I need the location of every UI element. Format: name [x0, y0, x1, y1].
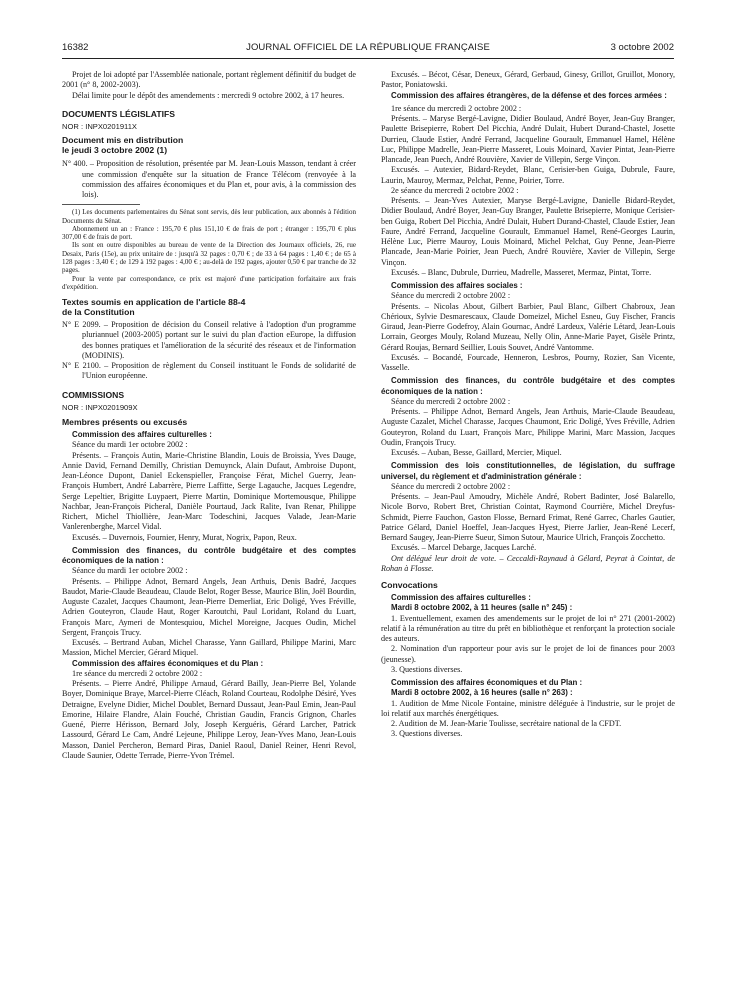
- culturelles-seance: Séance du mardi 1er octobre 2002 :: [72, 440, 188, 450]
- text-e2099: N° E 2099. – Proposition de décision du Conseil relative à l'adoption d'un programme pluriannuel (2003-2005) portant sur le suivi du plan d'action eEurope, la diffusion des bonnes pratiques et l'amélioration de la sécurité des réseaux et de l'information (MODINIS).: [62, 320, 356, 360]
- conv-culturelles-item-3: 3. Questions diverses.: [391, 664, 463, 674]
- finances1-title: Commission des finances, du contrôle budgétaire et des comptes économiques de la nation :: [62, 545, 356, 566]
- commissions-nor: NOR : INPX0201909X: [62, 402, 138, 412]
- right-column: [381, 70, 675, 740]
- economiques1-presents: Présents. – Pierre André, Philippe Arnaud, Gérard Bailly, Jean-Pierre Bel, Yolande Boyer, Dominique Braye, Marcel-Pierre Cléach, Roland Courteau, Rodolphe Désiré, Yves Detraigne, Evelyne Didier, Michel Doublet, Bernard Dussaut, Jean-Paul Emin, Jean-Paul Emorine, Hilaire Flandre, Alain Fouché, Christian Gaudin, Francis Grignon, Charles Guené, Pierre Hérisson, Bernard Joly, Joseph Kerguéris, Gérard Larcher, Patrick Lassourd, Gérard Le Cam, André Lejeune, Philippe Leroy, Jean-Yves Mano, Jean-Louis Masson, Daniel Percheron, Bernard Piras, Daniel Raoul, Daniel Reiner, Henri Revol, Claude Saunier, Odette Terrade, Pierre-Yvon Trémel.: [62, 679, 356, 760]
- etrangeres2-presents: Présents. – Jean-Yves Autexier, Maryse Bergé-Lavigne, Danielle Bidard-Reydet, Didier Boulaud, André Boyer, Jean-Guy Branger, Paulette Brisepierre, Monique Cerisier-ben Guiga, Robert Del Picchia, André Dulait, Hubert Durand-Chastel, Claude Estier, Jean Faure, André Ferrand, Jacqueline Gourault, Emmanuel Hamel, René-Georges Laurin, Hélène Luc, Pierre Mauroy, Louis Moinard, Michel Pelchat, Guy Penne, Jean-Pierre Plancade, Jean-Marie Poirier, Jean Puech, André Rouvière, Xavier de Villepin, Serge Vinçon.: [381, 196, 675, 267]
- finances2-title: Commission des finances, du contrôle budgétaire et des comptes économiques de la nation :: [381, 376, 675, 396]
- lois-presents: Présents. – Jean-Paul Amoudry, Michèle André, Robert Badinter, José Balarello, Nicole Borvo, Robert Bret, Christian Cointat, Raymond Courrière, Michel Dreyfus-Schmidt, Pierre Fauchon, Gaston Flosse, Bernard Frimat, René Garrec, Charles Gautier, Patrice Gélard, Daniel Hoeffel, Jean-Jacques Hyest, Pierre Jarlier, Jean-René Lecerf, Bernard Saugey, Jean-Pierre Sueur, Simon Sutour, Maurice Ulrich, François Zocchetto.: [381, 492, 675, 542]
- footnote-rule: [62, 204, 140, 205]
- finances2-presents: Présents. – Philippe Adnot, Bernard Angels, Jean Arthuis, Marie-Claude Beaudeau, Auguste Cazalet, Michel Charasse, Jacques Chaumont, Eric Doligé, Yves Fréville, Adrien Gouteyron, Roland du Luart, François Marc, Philippe Marini, Marc Massion, Jacques Oudin, François Trucy.: [381, 407, 675, 447]
- page-header: [62, 42, 674, 56]
- lois-title: Commission des lois constitutionnelles, de législation, du suffrage universel, du règlement et d'administration générale :: [381, 461, 675, 481]
- document-400: N° 400. – Proposition de résolution, présentée par M. Jean-Louis Masson, tendant à créer une commission d'enquête sur la situation de France Télécom (renvoyée à la commission des affaires économiques et du Plan et, pour avis, à la commission des lois).: [62, 159, 356, 199]
- culturelles-presents: Présents. – François Autin, Marie-Christine Blandin, Louis de Broissia, Yves Dauge, Annie David, Fernand Demilly, Christian Demuynck, Alain Dufaut, Ambroise Dupont, Jean-Léonce Dupont, Daniel Eckenspieller, Françoise Férat, Michel Guerry, Jean-François Humbert, André Labarrère, Pierre Laffitte, Serge Lagauche, Jacques Legendre, Serge Lepeltier, Brigitte Luypaert, Pierre Martin, Dominique Mortemousque, Philippe Nachbar, Jean-François Picheral, Danièle Pourtaud, Jack Ralite, Ivan Renar, Philippe Richert, Michel Thiollière, Jean-Marc Todeschini, Jacques Valade, Jean-Marie Vanlerenberghe, Marcel Vidal.: [62, 450, 356, 532]
- sociales-seance: Séance du mercredi 2 octobre 2002 :: [391, 291, 511, 301]
- finances2-excuses: Excusés. – Auban, Besse, Gaillard, Mercier, Miquel.: [391, 448, 562, 457]
- document-distribution-heading: Document mis en distribution: [62, 135, 184, 146]
- conv-economiques-item-3: 3. Questions diverses.: [391, 729, 463, 739]
- header-rule: [62, 58, 674, 59]
- conv-economiques-item-2: 2. Audition de M. Jean-Marie Toulisse, secrétaire national de la CFDT.: [391, 719, 622, 728]
- etrangeres1-excuses: Excusés. – Autexier, Bidard-Reydet, Blanc, Cerisier-ben Guiga, Dubrule, Faure, Laurin, Mauroy, Mermaz, Pelchat, Penne, Poirier, Torre.: [381, 165, 675, 185]
- conv-economiques-item-1: 1. Audition de Mme Nicole Fontaine, ministre déléguée à l'industrie, sur le projet de loi relatif aux marchés énergétiques.: [381, 698, 675, 718]
- intro-paragraph: Projet de loi adopté par l'Assemblée nationale, portant règlement définitif du budget de 2001 (n° 8, 2002-2003).: [62, 70, 356, 90]
- etrangeres2-seance: 2e séance du mercredi 2 octobre 2002 :: [391, 185, 519, 195]
- footnote-3: Ils sont en outre disponibles au bureau de vente de la Direction des Journaux officiels, 26, rue Desaix, Paris (15e), au prix unitaire de : jusqu'à 32 pages : 0,70 € ; de 33 à 64 pages : 1,40 € ; de 65 à 128 pages : 3,40 € ; de 129 à 192 pages : 4,00 € ; au-delà de 192 pages, ajouter 0,50 € par tranche de 32 pages.: [62, 241, 356, 275]
- text-e2100: N° E 2100. – Proposition de règlement du Conseil instituant le Fonds de solidarité de l'Union européenne.: [62, 361, 356, 381]
- economiques1-seance: 1re séance du mercredi 2 octobre 2002 :: [72, 668, 203, 678]
- conv-culturelles-title: Commission des affaires culturelles :: [391, 593, 531, 602]
- conv-economiques-title: Commission des affaires économiques et du Plan :: [391, 678, 583, 687]
- culturelles-title: Commission des affaires culturelles :: [72, 430, 212, 440]
- conv-culturelles-item-2: 2. Nomination d'un rapporteur pour avis sur le projet de loi de finances pour 2003 (jeunesse).: [381, 644, 675, 664]
- textes-heading-line2: de la Constitution: [62, 307, 135, 318]
- footnote-2: Abonnement un an : France : 195,70 € plus 151,10 € de frais de port ; étranger : 195,70 € plus 307,00 € de frais de port.: [62, 224, 356, 242]
- page-number: 16382: [62, 42, 89, 53]
- finances2-seance: Séance du mercredi 2 octobre 2002 :: [391, 396, 511, 406]
- etrangeres1-presents: Présents. – Maryse Bergé-Lavigne, Didier Boulaud, André Boyer, Jean-Guy Branger, Paulette Brisepierre, Robert Del Picchia, André Dulait, Hubert Durand-Chastel, Josette Durrieu, Claude Estier, André Ferrand, Jacqueline Gourault, Emmanuel Hamel, Hélène Luc, Philippe Madrelle, Jean-Pierre Masseret, Louis Moinard, Xavier Pintat, Jean-Pierre Plancade, Jean Puech, André Rouvière, Xavier de Villepin, Serge Vinçon.: [381, 114, 675, 164]
- economiques1-excuses: Excusés. – Bécot, César, Deneux, Gérard, Gerbaud, Ginesy, Grillot, Gruillot, Monory, Pastor, Poniatowski.: [381, 70, 675, 90]
- documents-legislatifs-heading: DOCUMENTS LÉGISLATIFS: [62, 108, 175, 119]
- conv-culturelles-item-1: 1. Eventuellement, examen des amendements sur le projet de loi n° 271 (2001-2002) relatif à la rémunération au titre du prêt en bibliothèque et renforçant la protection sociale des auteurs.: [381, 613, 675, 643]
- culturelles-excuses: Excusés. – Duvernois, Fournier, Henry, Murat, Nogrix, Papon, Reux.: [72, 532, 297, 542]
- finances1-seance: Séance du mardi 1er octobre 2002 :: [72, 566, 188, 576]
- economiques1-title: Commission des affaires économiques et du Plan :: [72, 658, 264, 668]
- sociales-title: Commission des affaires sociales :: [391, 281, 523, 290]
- documents-nor: NOR : INPX0201911X: [62, 122, 137, 131]
- conv-culturelles-date: Mardi 8 octobre 2002, à 11 heures (salle n° 245) :: [391, 603, 573, 613]
- lois-seance: Séance du mercredi 2 octobre 2002 :: [391, 481, 511, 491]
- etrangeres2-excuses: Excusés. – Blanc, Dubrule, Durrieu, Madrelle, Masseret, Mermaz, Pintat, Torre.: [391, 267, 652, 277]
- commissions-heading: COMMISSIONS: [62, 389, 125, 400]
- textes-heading-line1: Textes soumis en application de l'article 88-4: [62, 297, 246, 308]
- finances1-excuses: Excusés. – Bertrand Auban, Michel Charasse, Yann Gaillard, Philippe Marini, Marc Massion, Michel Mercier, Gérard Miquel.: [62, 638, 356, 658]
- document-distribution-date: le jeudi 3 octobre 2002 (1): [62, 145, 168, 156]
- footnote-1: (1) Les documents parlementaires du Sénat sont servis, dès leur publication, aux abonnés à l'édition Documents du Sénat.: [62, 208, 356, 225]
- membres-heading: Membres présents ou excusés: [62, 417, 188, 428]
- sociales-excuses: Excusés. – Bocandé, Fourcade, Henneron, Lesbros, Pourny, Rozier, San Vicente, Vasselle.: [381, 352, 675, 372]
- etrangeres-title: Commission des affaires étrangères, de la défense et des forces armées :: [391, 90, 667, 100]
- delai-paragraph: Délai limite pour le dépôt des amendements : mercredi 9 octobre 2002, à 17 heures.: [72, 90, 345, 100]
- etrangeres1-seance: 1re séance du mercredi 2 octobre 2002 :: [391, 103, 522, 113]
- footnote-4: Pour la vente par correspondance, ce prix est majoré d'une participation forfaitaire aux frais d'expédition.: [62, 274, 356, 291]
- finances1-presents: Présents. – Philippe Adnot, Bernard Angels, Jean Arthuis, Denis Badré, Jacques Baudot, Marie-Claude Beaudeau, Claude Belot, Roger Besse, Maurice Blin, Joël Bourdin, Auguste Cazalet, Jacques Chaumont, Jean-Pierre Demerliat, Eric Doligé, Yves Fréville, Adrien Gouteyron, Claude Haut, Roger Karoutchi, Paul Loridant, Roland du Luart, François Marc, Aymeri de Montesquiou, Michel Moreigne, Jacques Oudin, Michel Sergent, François Trucy.: [62, 576, 356, 637]
- sociales-presents: Présents. – Nicolas About, Gilbert Barbier, Paul Blanc, Gilbert Chabroux, Jean Chérioux, Sylvie Desmarescaux, Claude Domeizel, Michel Esneu, Guy Fischer, Francis Giraud, Jean-Pierre Godefroy, Alain Gournac, André Lardeux, Valérie Létard, Jean-Louis Lorrain, Georges Mouly, Roland Muzeau, Nelly Olin, Anne-Marie Payet, Gisèle Printz, Gérard Roujas, Bernard Seillier, Louis Souvet, André Vantomme.: [381, 301, 675, 352]
- convocations-heading: Convocations: [381, 580, 438, 590]
- lois-excuses: Excusés. – Marcel Debarge, Jacques Larché.: [391, 543, 537, 553]
- issue-date: 3 octobre 2002: [610, 42, 674, 53]
- left-column: [62, 70, 356, 761]
- journal-title: JOURNAL OFFICIEL DE LA RÉPUBLIQUE FRANÇAISE: [246, 42, 490, 53]
- conv-economiques-date: Mardi 8 octobre 2002, à 16 heures (salle n° 263) :: [391, 688, 573, 698]
- lois-delegue: Ont délégué leur droit de vote. – Ceccaldi-Raynaud à Gélard, Peyrat à Cointat, de Rohan à Flosse.: [381, 553, 675, 573]
